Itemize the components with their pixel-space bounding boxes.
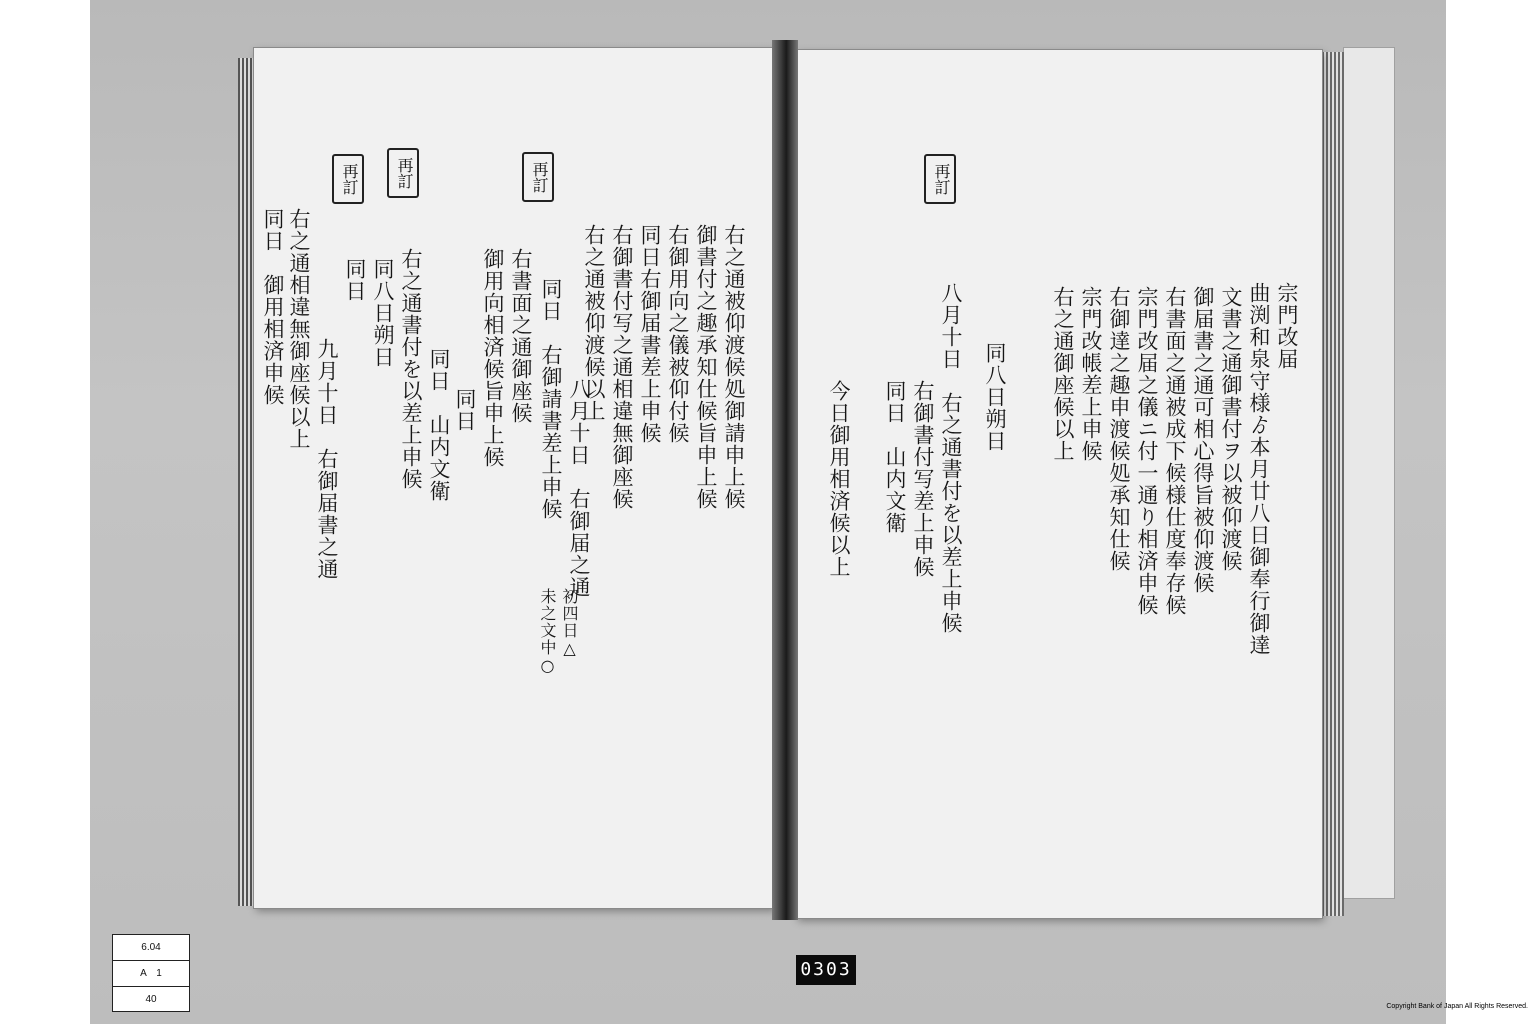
- text-column: 右之通御座候以上: [1051, 286, 1075, 462]
- text-column: 八月十日 右御届之通: [567, 378, 591, 598]
- text-column: 同八日朔日: [371, 258, 395, 368]
- text-column: 同日 右御請書差上申候: [539, 278, 563, 520]
- text-column: 右之通被仰渡候以上: [582, 224, 606, 422]
- text-column: 八月十日 右之通書付を以差上申候: [939, 282, 963, 634]
- text-column: 右之通相違無御座候以上: [287, 208, 311, 450]
- reference-number: 40: [145, 994, 157, 1005]
- text-column: 同八日朔日: [983, 342, 1007, 452]
- reprint-stamp: 再訂: [924, 154, 956, 204]
- back-cover-board: [1344, 48, 1394, 898]
- text-column: 右御書付写之通相違無御座候: [610, 224, 634, 510]
- text-column: 同日 御用相済申候: [261, 208, 285, 406]
- text-column: 宗門改届之儀ニ付一通り相済申候: [1135, 286, 1159, 616]
- text-column: 右御書付写差上申候: [911, 380, 935, 578]
- frame-number-label: 0303: [796, 955, 856, 985]
- text-column: 右書面之通被成下候様仕度奉存候: [1163, 286, 1187, 616]
- text-column: 今日御用相済候以上: [827, 380, 851, 578]
- left-page: [254, 48, 774, 908]
- text-column: 右書面之通御座候: [509, 248, 533, 424]
- text-column: 右御達之趣申渡候処承知仕候: [1107, 286, 1131, 572]
- left-page-edges: [238, 58, 254, 906]
- reference-code: 6.04: [113, 935, 189, 961]
- text-column: 九月十日 右御届書之通: [315, 338, 339, 580]
- right-page-edges: [1322, 52, 1344, 916]
- text-column: 宗門改届: [1275, 282, 1299, 370]
- marginal-note: 初四日△: [560, 588, 579, 659]
- text-column: 同日右御届書差上申候: [638, 224, 662, 444]
- reprint-stamp: 再訂: [387, 148, 419, 198]
- text-column: 右之通被仰渡候処御請申上候: [722, 224, 746, 510]
- text-column: 右御用向之儀被仰付候: [666, 224, 690, 444]
- text-column: 宗門改帳差上申候: [1079, 286, 1103, 462]
- reprint-stamp: 再訂: [522, 152, 554, 202]
- text-column: 右之通書付を以差上申候: [399, 248, 423, 490]
- reference-card: [112, 934, 190, 1012]
- text-column: 文書之通御書付ヲ以被仰渡候: [1219, 286, 1243, 572]
- text-column: 曲渕和泉守様ゟ本月廿八日御奉行御達: [1247, 282, 1271, 656]
- text-column: 同日: [453, 388, 477, 432]
- book-spine: [772, 40, 798, 920]
- reference-series: A 1: [113, 961, 189, 987]
- text-column: 御用向相済候旨申上候: [481, 248, 505, 468]
- text-column: 御書付之趣承知仕候旨申上候: [694, 224, 718, 510]
- text-column: 御届書之通可相心得旨被仰渡候: [1191, 286, 1215, 594]
- text-column: 同日 山内文衛: [427, 348, 451, 502]
- text-column: 同日: [343, 258, 367, 302]
- copyright-notice: Copyright Bank of Japan All Rights Reserved.: [1386, 1003, 1528, 1010]
- text-column: 同日 山内文衛: [883, 380, 907, 534]
- marginal-note: 未之文中○: [538, 588, 557, 676]
- right-page: [796, 50, 1322, 918]
- reprint-stamp: 再訂: [332, 154, 364, 204]
